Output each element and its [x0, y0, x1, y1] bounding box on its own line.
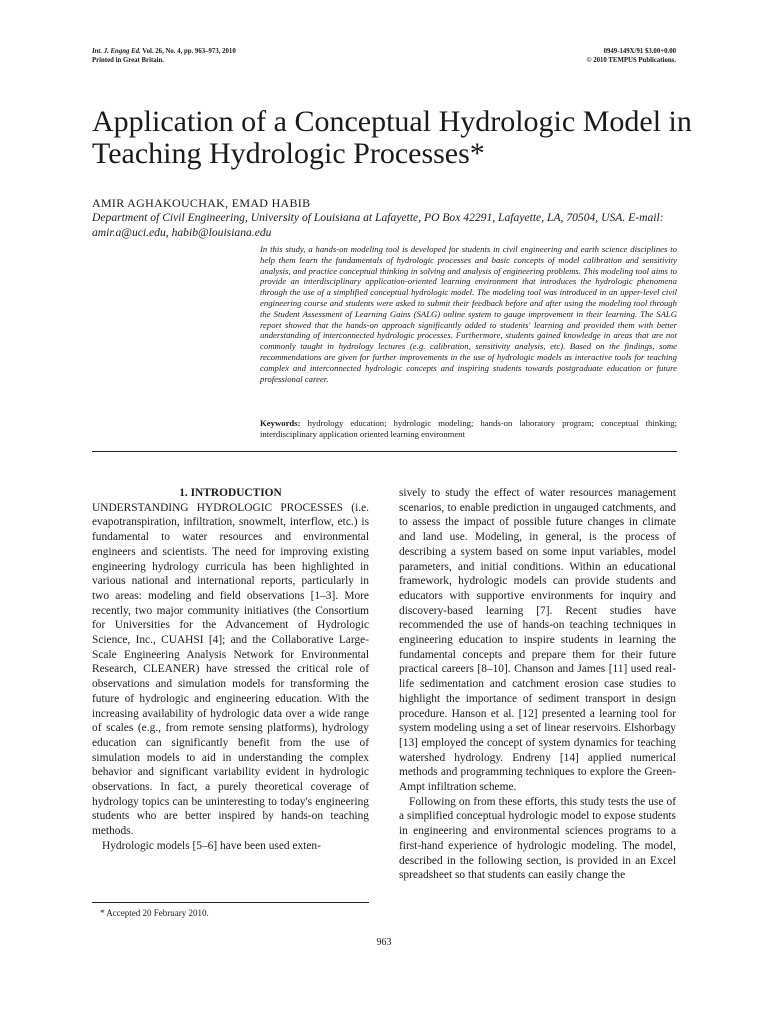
author-list: AMIR AGHAKOUCHAK, EMAD HABIB [92, 196, 311, 210]
keywords-label: Keywords: [260, 418, 301, 428]
body-column-left [92, 486, 369, 854]
header-divider [92, 451, 677, 452]
keywords [260, 418, 677, 440]
abstract: In this study, a hands-on modeling tool is developed for students in civil engineering and earth science disciplines to help them learn the fundamentals of hydrologic processes and basic concepts of model calibration and sensitivity analysis, and practice conceptual thinking in solving and analysis of engineering problems. This modeling tool aims to provide an interdisciplinary application-oriented learning environment that introduces the hydrologic phenomena through the use of a simplified conceptual hydrologic model. The modeling tool was introduced in an upper-level civil engineering course and students were asked to submit their feedback before and after using the modeling tool through the Student Assessment of Learning Gains (SALG) online system to gauge improvement in their learning. The SALG report showed that the hands-on approach significantly added to students' learning and provided them with better understanding of interconnected hydrologic processes. Furthermore, students gained knowledge in areas that are not commonly taught in hydrology lectures (e.g. calibration, sensitivity analysis, etc). Based on the findings, some recommendations are given for further improvements in the use of hydrologic models as interactive tools for teaching complex and interconnected hydrologic concepts and inspiring students towards postgraduate education or future professional career. [260, 244, 677, 384]
journal-abbrev: Int. J. Engng Ed. [92, 48, 141, 55]
keywords-text: hydrology education; hydrologic modeling; hands-on laboratory program; conceptual thinking; interdisciplinary application oriented learning environment [260, 418, 677, 439]
footnote: * Accepted 20 February 2010. [100, 908, 209, 918]
paper-title: Application of a Conceptual Hydrologic Model in Teaching Hydrologic Processes* [92, 105, 692, 170]
running-header-left [92, 47, 236, 65]
body-paragraph: Following on from these efforts, this study tests the use of a simplified conceptual hydrologic model to expose students in engineering and environmental sciences programs to a first-hand experience of hydrologic modeling. The model, described in the following section, is provided in an Excel spreadsheet so that students can easily change the [399, 795, 676, 882]
body-column-right [399, 486, 676, 883]
journal-citation: Vol. 26, No. 4, pp. 963–973, 2010 [140, 48, 236, 55]
section-heading: 1. INTRODUCTION [179, 487, 282, 499]
running-header-right [586, 47, 676, 65]
author-affiliation: Department of Civil Engineering, University of Louisiana at Lafayette, PO Box 42291, Lafayette, LA, 70504, USA. E-mail: amir.a@uci.edu, habib@louisiana.edu [92, 211, 664, 239]
print-location: Printed in Great Britain. [92, 57, 164, 64]
body-paragraph: Hydrologic models [5–6] have been used exten- [102, 839, 321, 852]
footnote-divider [92, 902, 369, 903]
body-paragraph: UNDERSTANDING HYDROLOGIC PROCESSES (i.e. evapotranspiration, infiltration, snowmelt, interflow, etc.) is fundamental to water resources and environmental engineers and scientists. The need for improving existing engineering hydrology curricula has been highlighted in various national and international reports, particularly in two areas: modeling and field observations [1–3]. More recently, two major community initiatives (the Consortium for Universities for the Advancement of Hydrologic Science, Inc., CUAHSI [4]; and the Collaborative Large-Scale Engineering Analysis Network for Environmental Research, CLEANER) have stressed the critical role of observations and simulation models for transforming the future of hydrologic and engineering education. With the increasing availability of hydrologic data over a wide range of scales (e.g., from remote sensing platforms), hydrology education can significantly benefit from the use of simulation models to aid in understanding the complex behavior and significant variability evident in hydrologic observations. In fact, a purely theoretical coverage of hydrology topics can be uninteresting to today's engineering students who are better inspired by hands-on teaching methods. [92, 501, 369, 838]
issn-price: 0949-149X/91 $3.00+0.00 [603, 48, 676, 55]
page-number: 963 [376, 937, 392, 948]
body-paragraph: sively to study the effect of water resources management scenarios, to enable prediction in ungauged catchments, and to assess the impact of possible future changes in climate and land use. Modeling, in general, is the process of describing a system based on some input variables, model parameters, and initial conditions. Within an educational framework, hydrologic models can provide students and educators with supportive environments for inquiry and discovery-based learning [7]. Recent studies have recommended the use of hands-on teaching techniques in engineering education to inspire students in learning the fundamental concepts and prepare them for their future practical careers [8–10]. Chanson and James [11] used real-life sedimentation and catchment erosion case studies to highlight the importance of sediment transport in design procedure. Hanson et al. [12] presented a learning tool for system modeling using a set of linear reservoirs. Elshorbagy [13] employed the concept of system dynamics for teaching watershed hydrology. Endreny [14] applied numerical methods and programming techniques to explore the Green-Ampt infiltration scheme. [399, 487, 676, 794]
copyright-notice: © 2010 TEMPUS Publications. [586, 57, 676, 64]
